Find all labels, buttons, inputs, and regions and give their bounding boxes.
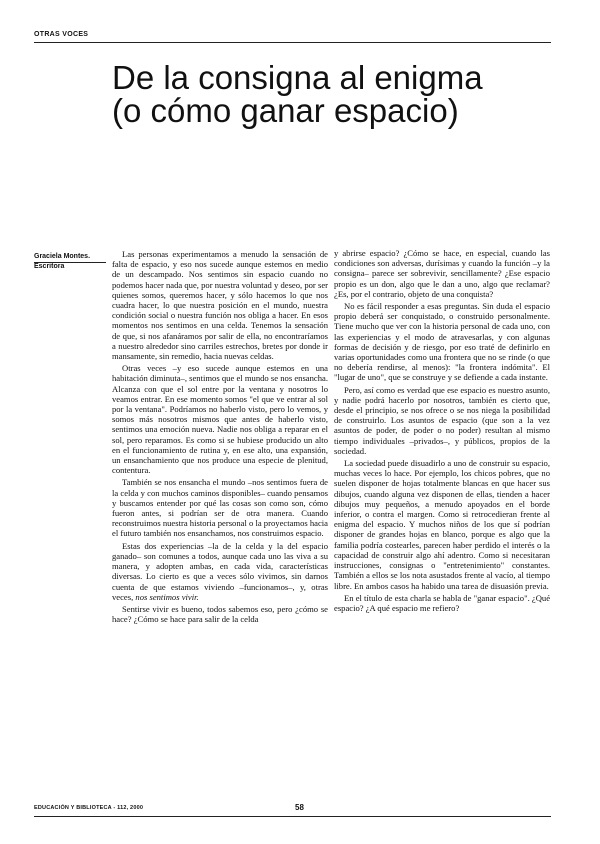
- journal-citation: EDUCACIÓN Y BIBLIOTECA - 112, 2000: [34, 805, 144, 811]
- paragraph-text: Estas dos experiencias –la de la celda y la del espacio ganado– son comunes a todos, aunque cada uno las viva a su manera, y adopten ambas, en cada vida, características diversas. Lo cierto es que a veces sólo vivimos, sin darnos cuenta de que estamos viviendo –funcionamos–, y, otras veces,: [112, 540, 328, 602]
- paragraph: Otras veces –y eso sucede aunque estemos en una habitación diminuta–, sentimos que el mundo se nos ensancha. Alcanza con que el sol entre por la ventana y nosotros lo veamos entrar. En ese momento somos "el que ve entrar al sol por la ventana". Podríamos no haberlo visto, pero lo vemos, y somos más nosotros mismos que antes de haberlo visto, sentimos una emoción nueva. Nadie nos obliga a reparar en el sol, pero reparamos. Es como si se hubiese producido un alto en el funcionamiento de rutina y, en ese alto, una expansión, un ensanchamiento que nos produce una especie de plenitud, contentura.: [112, 363, 328, 476]
- author-rule: [34, 262, 106, 263]
- header-rule: [34, 42, 551, 43]
- author-name: Graciela Montes.: [34, 253, 91, 260]
- left-column: [112, 249, 328, 626]
- italic-phrase: nos sentimos vivir.: [135, 591, 199, 602]
- paragraph: Pero, así como es verdad que ese espacio es nuestro asunto, y nadie podrá hacerlo por nosotros, también es cierto que, desde el principio, se nos ofrece o se nos niega la posibilidad de construirlo. Los asuntos de espacio (que son a la vez asuntos de poder, de poder o no poder) resultan al mismo tiempo individuales –privados–, y públicos, propios de la sociedad.: [334, 384, 550, 456]
- footer-rule: [34, 816, 551, 817]
- author-role: Escritora: [34, 263, 65, 270]
- section-label: OTRAS VOCES: [34, 31, 89, 38]
- article-title: [112, 61, 552, 127]
- paragraph: Las personas experimentamos a menudo la sensación de falta de espacio, y eso nos sucede aunque estemos en medio de un descampado. Nos sentimos sin espacio cuando no podemos hacer nada que, por nuestra voluntad y deseo, por ser quienes somos, queremos hacer, y sólo hacemos lo que nos cuadra hacer, lo que nuestra posición en el mundo, nuestra condición social o nuestra función nos obliga a hacer. En esos momentos nos sentimos en una celda. Tenemos la sensación de que, si nos afanáramos por salir de ella, no encontraríamos a nuestro alrededor sino carriles estrechos, bretes por donde ir mansamente, sin remedio, hacia nuevas celdas.: [112, 249, 328, 362]
- page-number: 58: [295, 803, 304, 812]
- paragraph: [112, 541, 328, 602]
- paragraph: No es fácil responder a esas preguntas. Sin duda el espacio propio deberá ser conquistado, o construido personalmente. Tiene mucho que ver con la historia personal de cada uno, con las experiencias y el modo de atravesarlas, y con algunas formas de decisión y de riesgo, por eso traté de definirlo en varias oportunidades como una frontera que no se rinde (o que no debería rendirse, al menos): "la frontera indómita". El "lugar de uno", que se construye y se defiende a cada instante.: [334, 301, 550, 383]
- title-line-2: (o cómo ganar espacio): [112, 92, 459, 129]
- paragraph: Sentirse vivir es bueno, todos sabemos eso, pero ¿cómo se hace? ¿Cómo se hace para salir de la celda: [112, 603, 328, 625]
- paragraph: En el título de esta charla se habla de "ganar espacio". ¿Qué espacio? ¿A qué espacio me refiero?: [334, 592, 551, 613]
- paragraph: También se nos ensancha el mundo –nos sentimos fuera de la celda y con muchos caminos disponibles– cuando pensamos y buscamos entender por qué las cosas son como son, cómo fueron antes, si podrían ser de otra manera. Cuando reconstruimos nuestra historia personal o la proyectamos hacia el futuro también nos ensanchamos, nos construimos espacio.: [112, 477, 328, 539]
- title-line-1: De la consigna al enigma: [112, 59, 483, 96]
- paragraph: La sociedad puede disuadirlo a uno de construir su espacio, muchas veces lo hace. Por ejemplo, los chicos pobres, que no suelen disponer de hojas totalmente blancas en que hacer sus dibujos, cuando alguna vez disponen de ellas, tienden a hacer dibujos muy pequeños, a menudo apoyados en el borde inferior, o contra el margen. Como si retrocedieran frente al enigma del espacio. Y muchos niños de los que sí podrían disponer de grandes hojas en blanco, porque es algo que la familia podría costearles, parecen haber perdido el interés o la capacidad de construir algo ahí adentro. Como si necesitaran instrucciones, consignas o "entretenimiento" constantes. También a ellos se los nota asustados frente al vacío, al tiempo libre. En ambos casos ha habido una tarea de disuasión previa.: [334, 458, 550, 591]
- right-column: [334, 248, 550, 615]
- paragraph-continued: y abrirse espacio? ¿Cómo se hace, en especial, cuando las condiciones son adversas, durísimas y cuando la función –y la consigna– parece ser sobrevivir, sencillamente? ¿Ese espacio propio es un don, algo que le dan a uno, algo que reclamar? ¿Es, por el contrario, objeto de una conquista?: [334, 248, 550, 299]
